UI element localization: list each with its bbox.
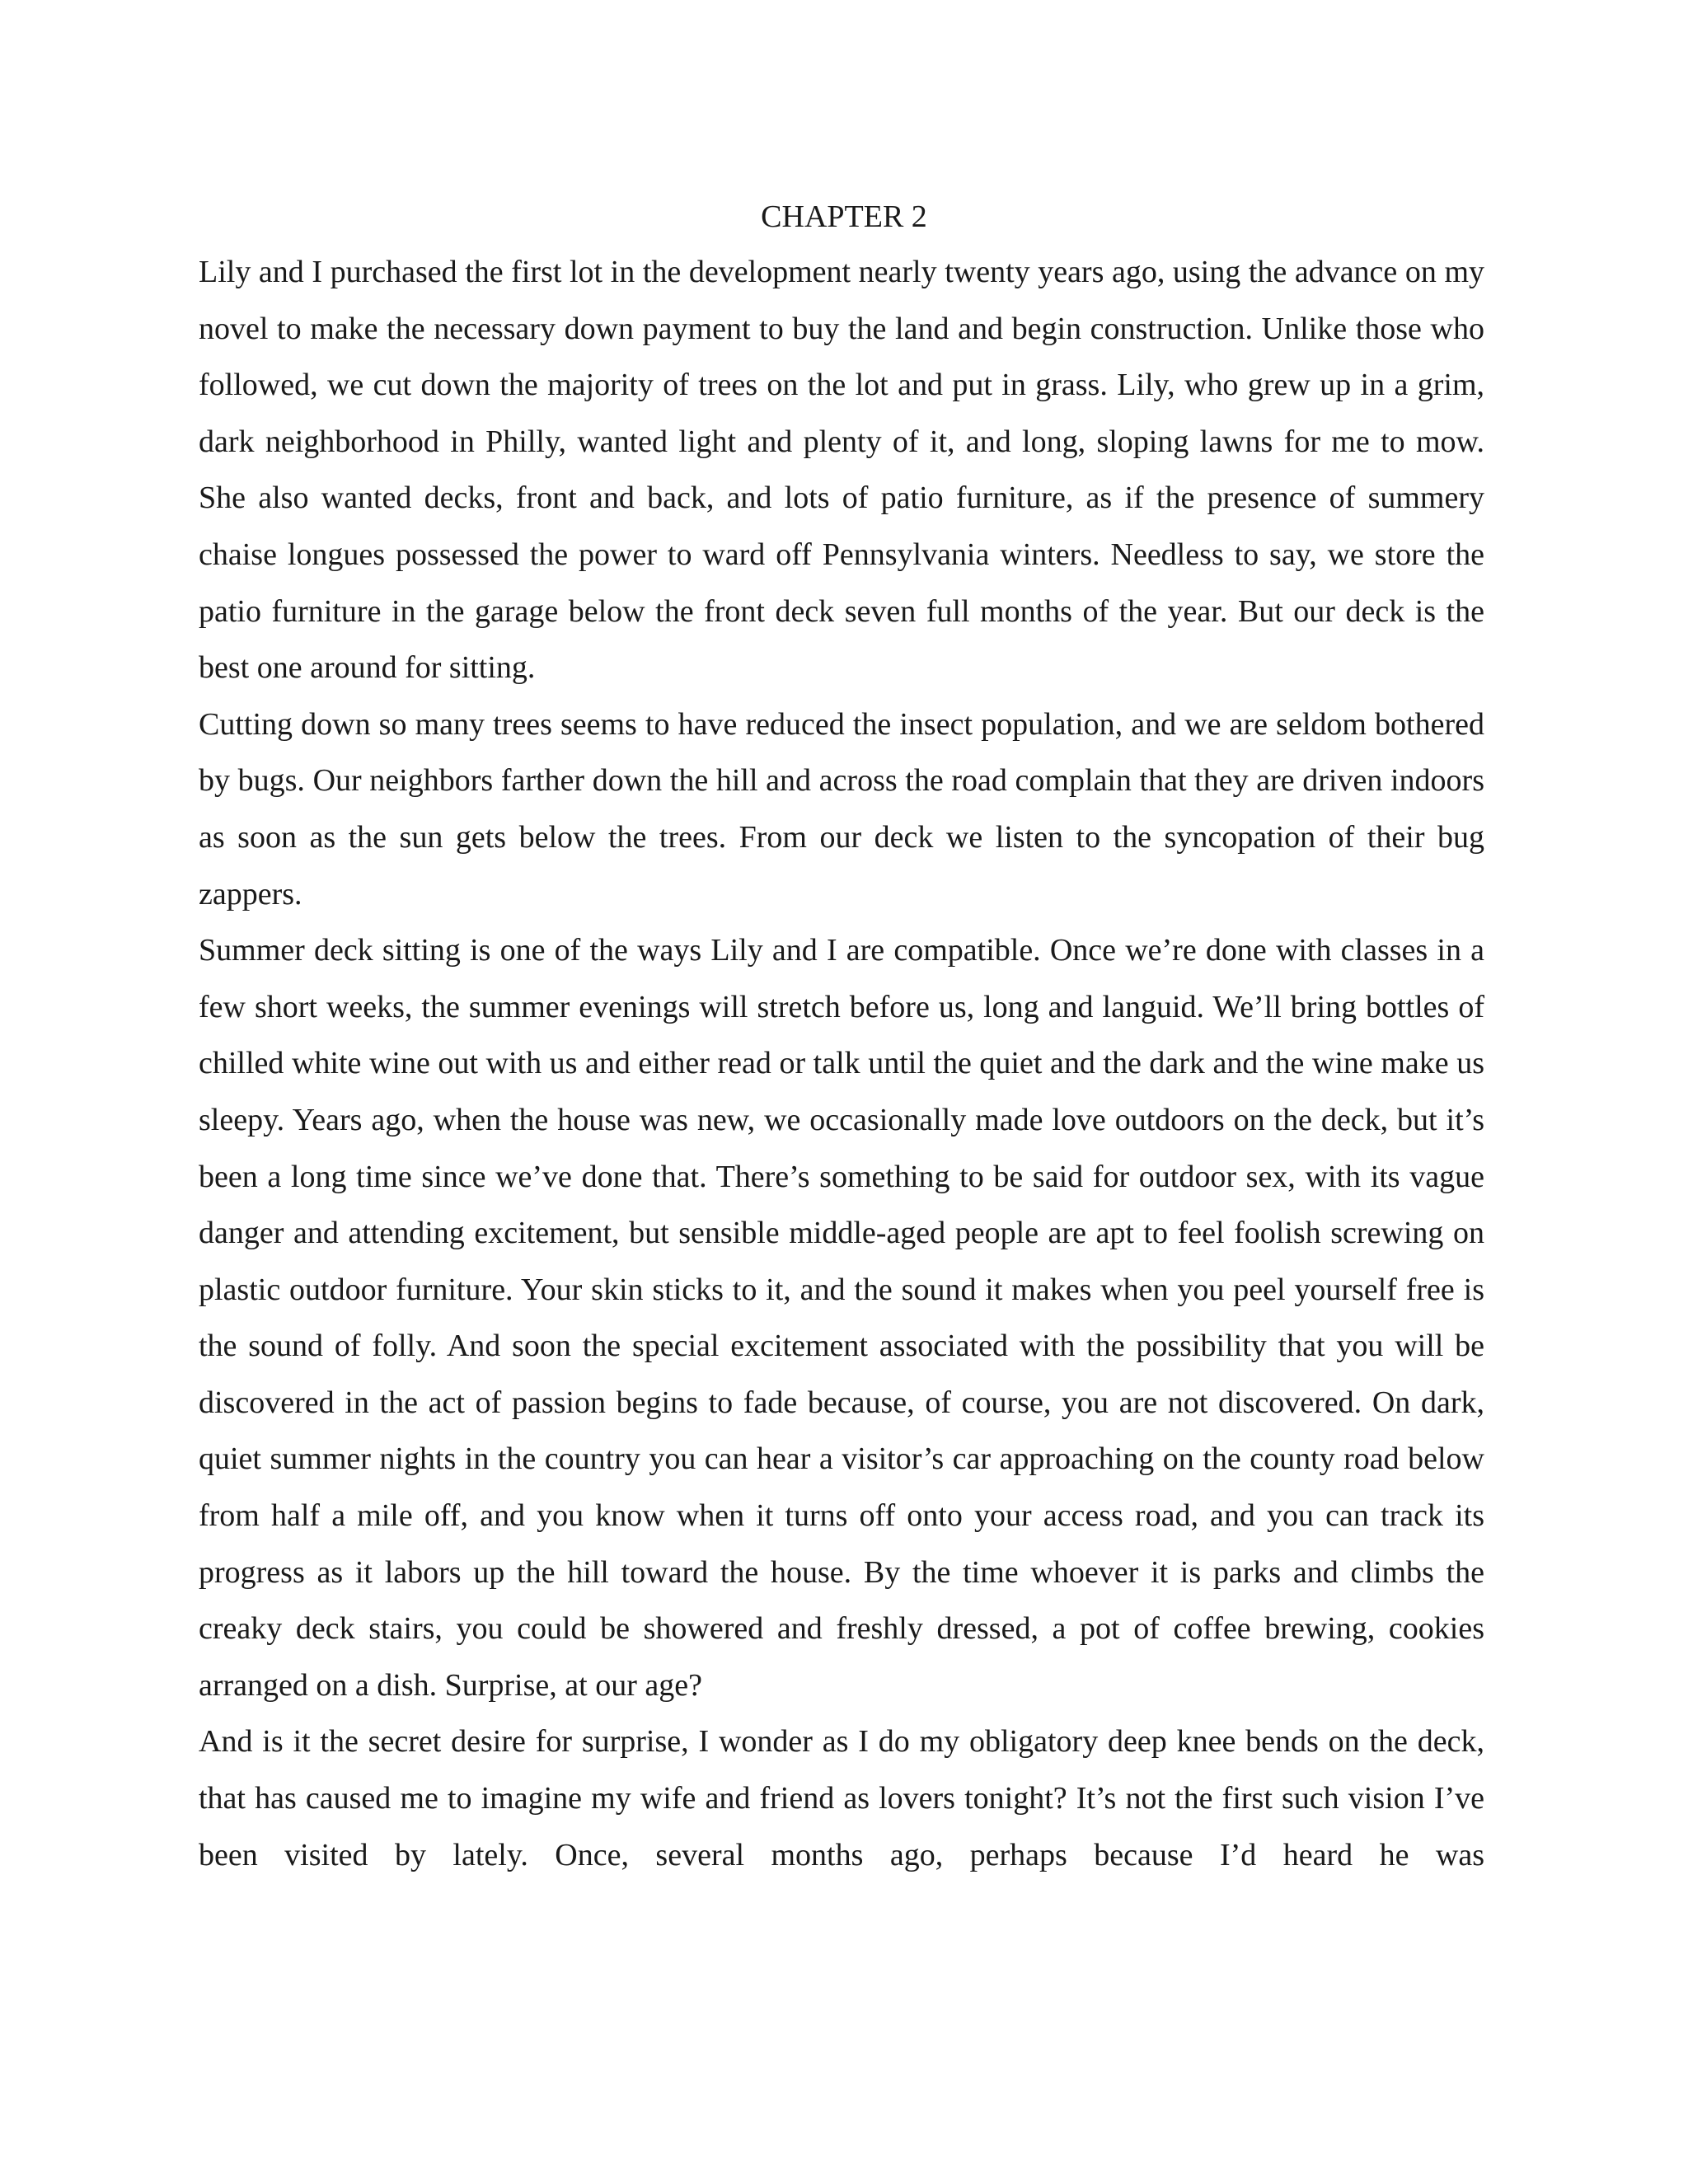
chapter-title: CHAPTER 2 (761, 199, 927, 234)
chapter-body (199, 244, 1484, 1883)
paragraph-1: Lily and I purchased the first lot in the development nearly twenty years ago, using the advance on my novel to make the necessary down payment to buy the land and begin construction. Unlike those who followed, we cut down the majority of trees on the lot and put in grass. Lily, who grew up in a grim, dark neighborhood in Philly, wanted light and plenty of it, and long, sloping lawns for me to mow. She also wanted decks, front and back, and lots of patio furniture, as if the presence of summery chaise longues possessed the power to ward off Pennsylvania winters. Needless to say, we store the patio furniture in the garage below the front deck seven full months of the year. But our deck is the best one around for sitting. (199, 255, 1484, 686)
paragraph-2: Cutting down so many trees seems to have reduced the insect population, and we are seldom bothered by bugs. Our neighbors farther down the hill and across the road complain that they are driven indoors as soon as the sun gets below the trees. From our deck we listen to the syncopation of their bug zappers. (199, 706, 1484, 912)
paragraph-3: Summer deck sitting is one of the ways Lily and I are compatible. Once we’re done with classes in a few short weeks, the summer evenings will stretch before us, long and languid. We’ll bring bottles of chilled white wine out with us and either read or talk until the quiet and the dark and the wine make us sleepy. Years ago, when the house was new, we occasionally made love outdoors on the deck, but it’s been a long time since we’ve done that. There’s something to be said for outdoor sex, with its vague danger and attending excitement, but sensible middle-aged people are apt to feel foolish screwing on plastic outdoor furniture. Your skin sticks to it, and the sound it makes when you peel yourself free is the sound of folly. And soon the special excitement associated with the possibility that you will be discovered in the act of passion begins to fade because, of course, you are not discovered. On dark, quiet summer nights in the country you can hear a visitor’s car approaching on the county road below from half a mile off, and you know when it turns off onto your access road, and you can track its progress as it labors up the hill toward the house. By the time whoever it is parks and climbs the creaky deck stairs, you could be showered and freshly dressed, a pot of coffee brewing, cookies arranged on a dish. Surprise, at our age? (199, 933, 1484, 1703)
paragraph-4: And is it the secret desire for surprise, I wonder as I do my obligatory deep knee bends on the deck, that has caused me to imagine my wife and friend as lovers tonight? It’s not the first such vision I’ve been visited by lately. Once, several months ago, perhaps because I’d heard he was (199, 1724, 1484, 1872)
